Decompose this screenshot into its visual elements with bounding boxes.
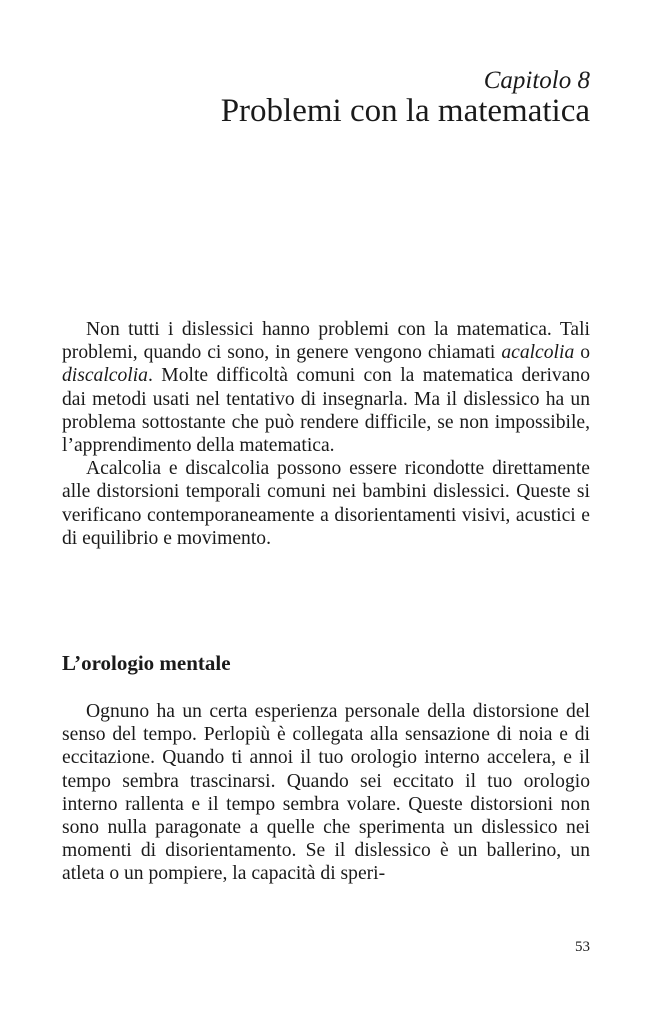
section-heading: L’orologio mentale	[62, 651, 231, 675]
text-run: . Molte difficoltà comuni con la matematica derivano dai metodi usati nel tentativo di insegnarla. Ma il dislessico ha un problema sottostante che può rendere difficile, se non impossibile, l’apprendimento della matematica.	[62, 365, 590, 457]
paragraph	[62, 318, 590, 457]
page-number: 53	[575, 939, 590, 955]
section-intro	[62, 318, 590, 550]
chapter-title: Problemi con la matematica	[220, 93, 590, 129]
section-mental-clock	[62, 700, 590, 886]
chapter-label: Capitolo 8	[483, 67, 590, 94]
text-run: o	[574, 342, 590, 364]
paragraph: Acalcolia e discalcolia possono essere ricondotte direttamente alle distorsioni temporali comuni nei bambini dislessici. Queste si verificano contemporaneamente a disorientamenti visivi, acustici e di equilibrio e movimento.	[62, 458, 590, 549]
paragraph: Ognuno ha un certa esperienza personale della distorsione del senso del tempo. Perlopiù è collegata alla sensazione di noia e di eccitazione. Quando ti annoi il tuo orologio interno accelera, e il tempo sembra trascinarsi. Quando sei eccitato il tuo orologio interno rallenta e il tempo sembra volare. Queste distorsioni non sono nulla paragonate a quelle che sperimenta un dislessico nei momenti di disorientamento. Se il dislessico è un ballerino, un atleta o un pompiere, la capacità di speri-	[62, 701, 590, 885]
text-run: Non tutti i dislessici hanno problemi con la matematica. Tali problemi, quando ci sono, in genere vengono chiamati	[62, 319, 590, 364]
italic-term-acalcolia: acalcolia	[501, 342, 575, 364]
italic-term-discalcolia: discalcolia	[62, 365, 148, 387]
